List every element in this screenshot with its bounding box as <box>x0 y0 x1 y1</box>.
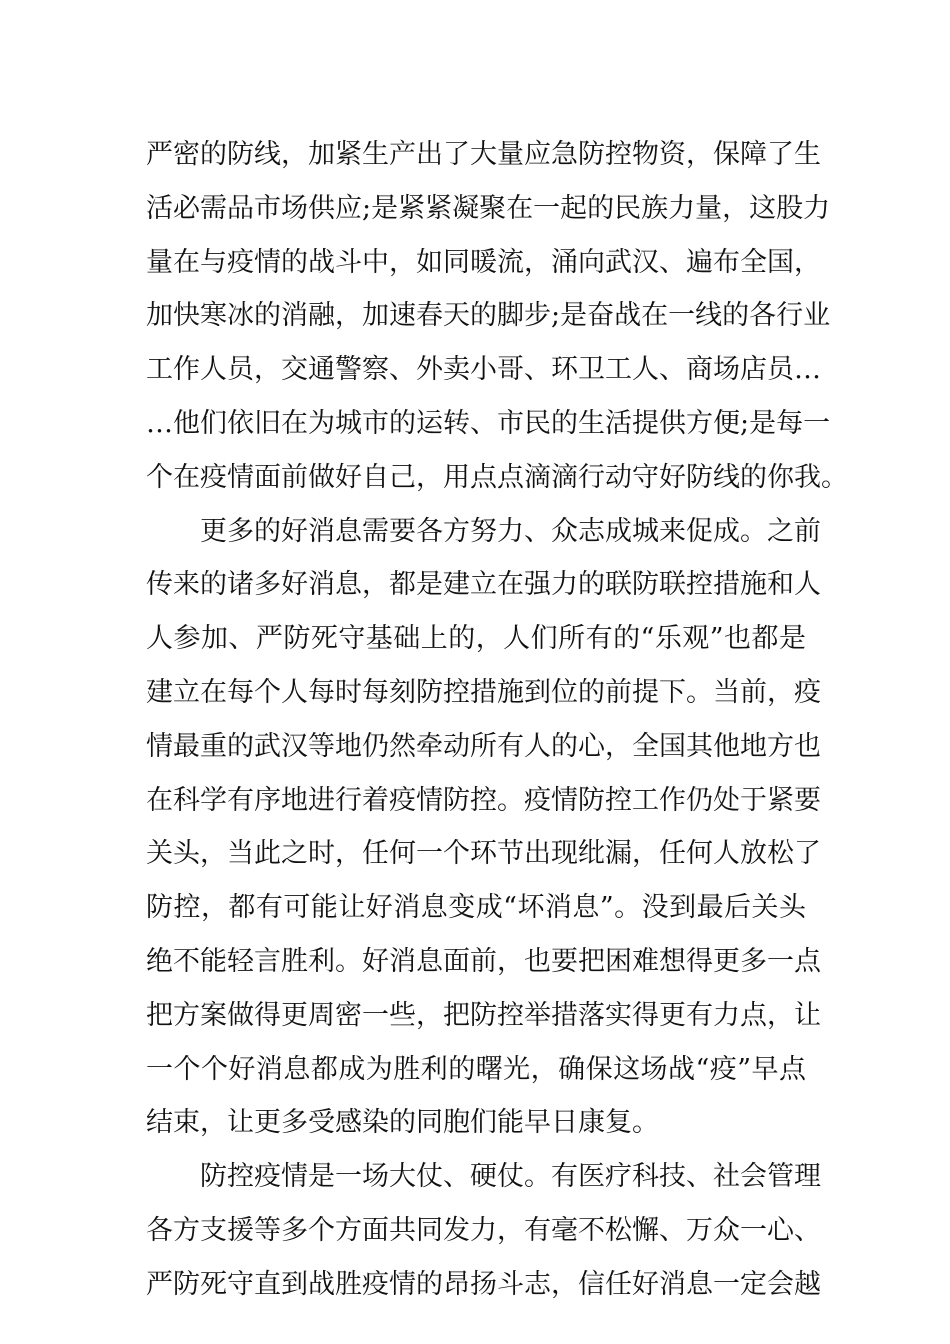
paragraph-line: 人参加、严防死守基础上的，人们所有的“乐观”也都是 <box>146 623 806 655</box>
paragraph-line: 结束，让更多受感染的同胞们能早日康复。 <box>146 1107 659 1139</box>
paragraph-line: 传来的诸多好消息，都是建立在强力的联防联控措施和人 <box>146 569 821 601</box>
body-text <box>146 128 848 1312</box>
paragraph-line: 个在疫情面前做好自己，用点点滴滴行动守好防线的你我。 <box>146 461 848 493</box>
paragraph-line: …他们依旧在为城市的运转、市民的生活提供方便;是每一 <box>146 407 831 439</box>
paragraph-line: 绝不能轻言胜利。好消息面前，也要把困难想得更多一点 <box>146 945 821 977</box>
paragraph-line: 一个个好消息都成为胜利的曙光，确保这场战“疫”早点 <box>146 1053 806 1085</box>
paragraph-line: 在科学有序地进行着疫情防控。疫情防控工作仍处于紧要 <box>146 784 821 816</box>
paragraph-line: 各方支援等多个方面共同发力，有毫不松懈、万众一心、 <box>146 1214 821 1246</box>
paragraph-line: 防控，都有可能让好消息变成“坏消息”。没到最后关头 <box>146 892 806 924</box>
paragraph-line: 关头，当此之时，任何一个环节出现纰漏，任何人放松了 <box>146 838 821 870</box>
paragraph-line: 情最重的武汉等地仍然牵动所有人的心，全国其他地方也 <box>146 730 821 762</box>
paragraph-line: 量在与疫情的战斗中，如同暖流，涌向武汉、遍布全国， <box>146 246 821 278</box>
paragraph-line: 防控疫情是一场大仗、硬仗。有医疗科技、社会管理 <box>200 1161 821 1193</box>
paragraph-line: 活必需品市场供应;是紧紧凝聚在一起的民族力量，这股力 <box>146 192 831 224</box>
paragraph-line: 更多的好消息需要各方努力、众志成城来促成。之前 <box>200 515 821 547</box>
paragraph-line: 工作人员，交通警察、外卖小哥、环卫工人、商场店员… <box>146 354 821 386</box>
paragraph-line: 严密的防线，加紧生产出了大量应急防控物资，保障了生 <box>146 139 821 170</box>
paragraph-line: 严防死守直到战胜疫情的昂扬斗志，信任好消息一定会越 <box>146 1268 821 1300</box>
paragraph-line: 加快寒冰的消融，加速春天的脚步;是奋战在一线的各行业 <box>146 300 831 332</box>
paragraph-line: 建立在每个人每时每刻防控措施到位的前提下。当前，疫 <box>146 676 821 708</box>
paragraph-line: 把方案做得更周密一些，把防控举措落实得更有力点，让 <box>146 999 821 1031</box>
